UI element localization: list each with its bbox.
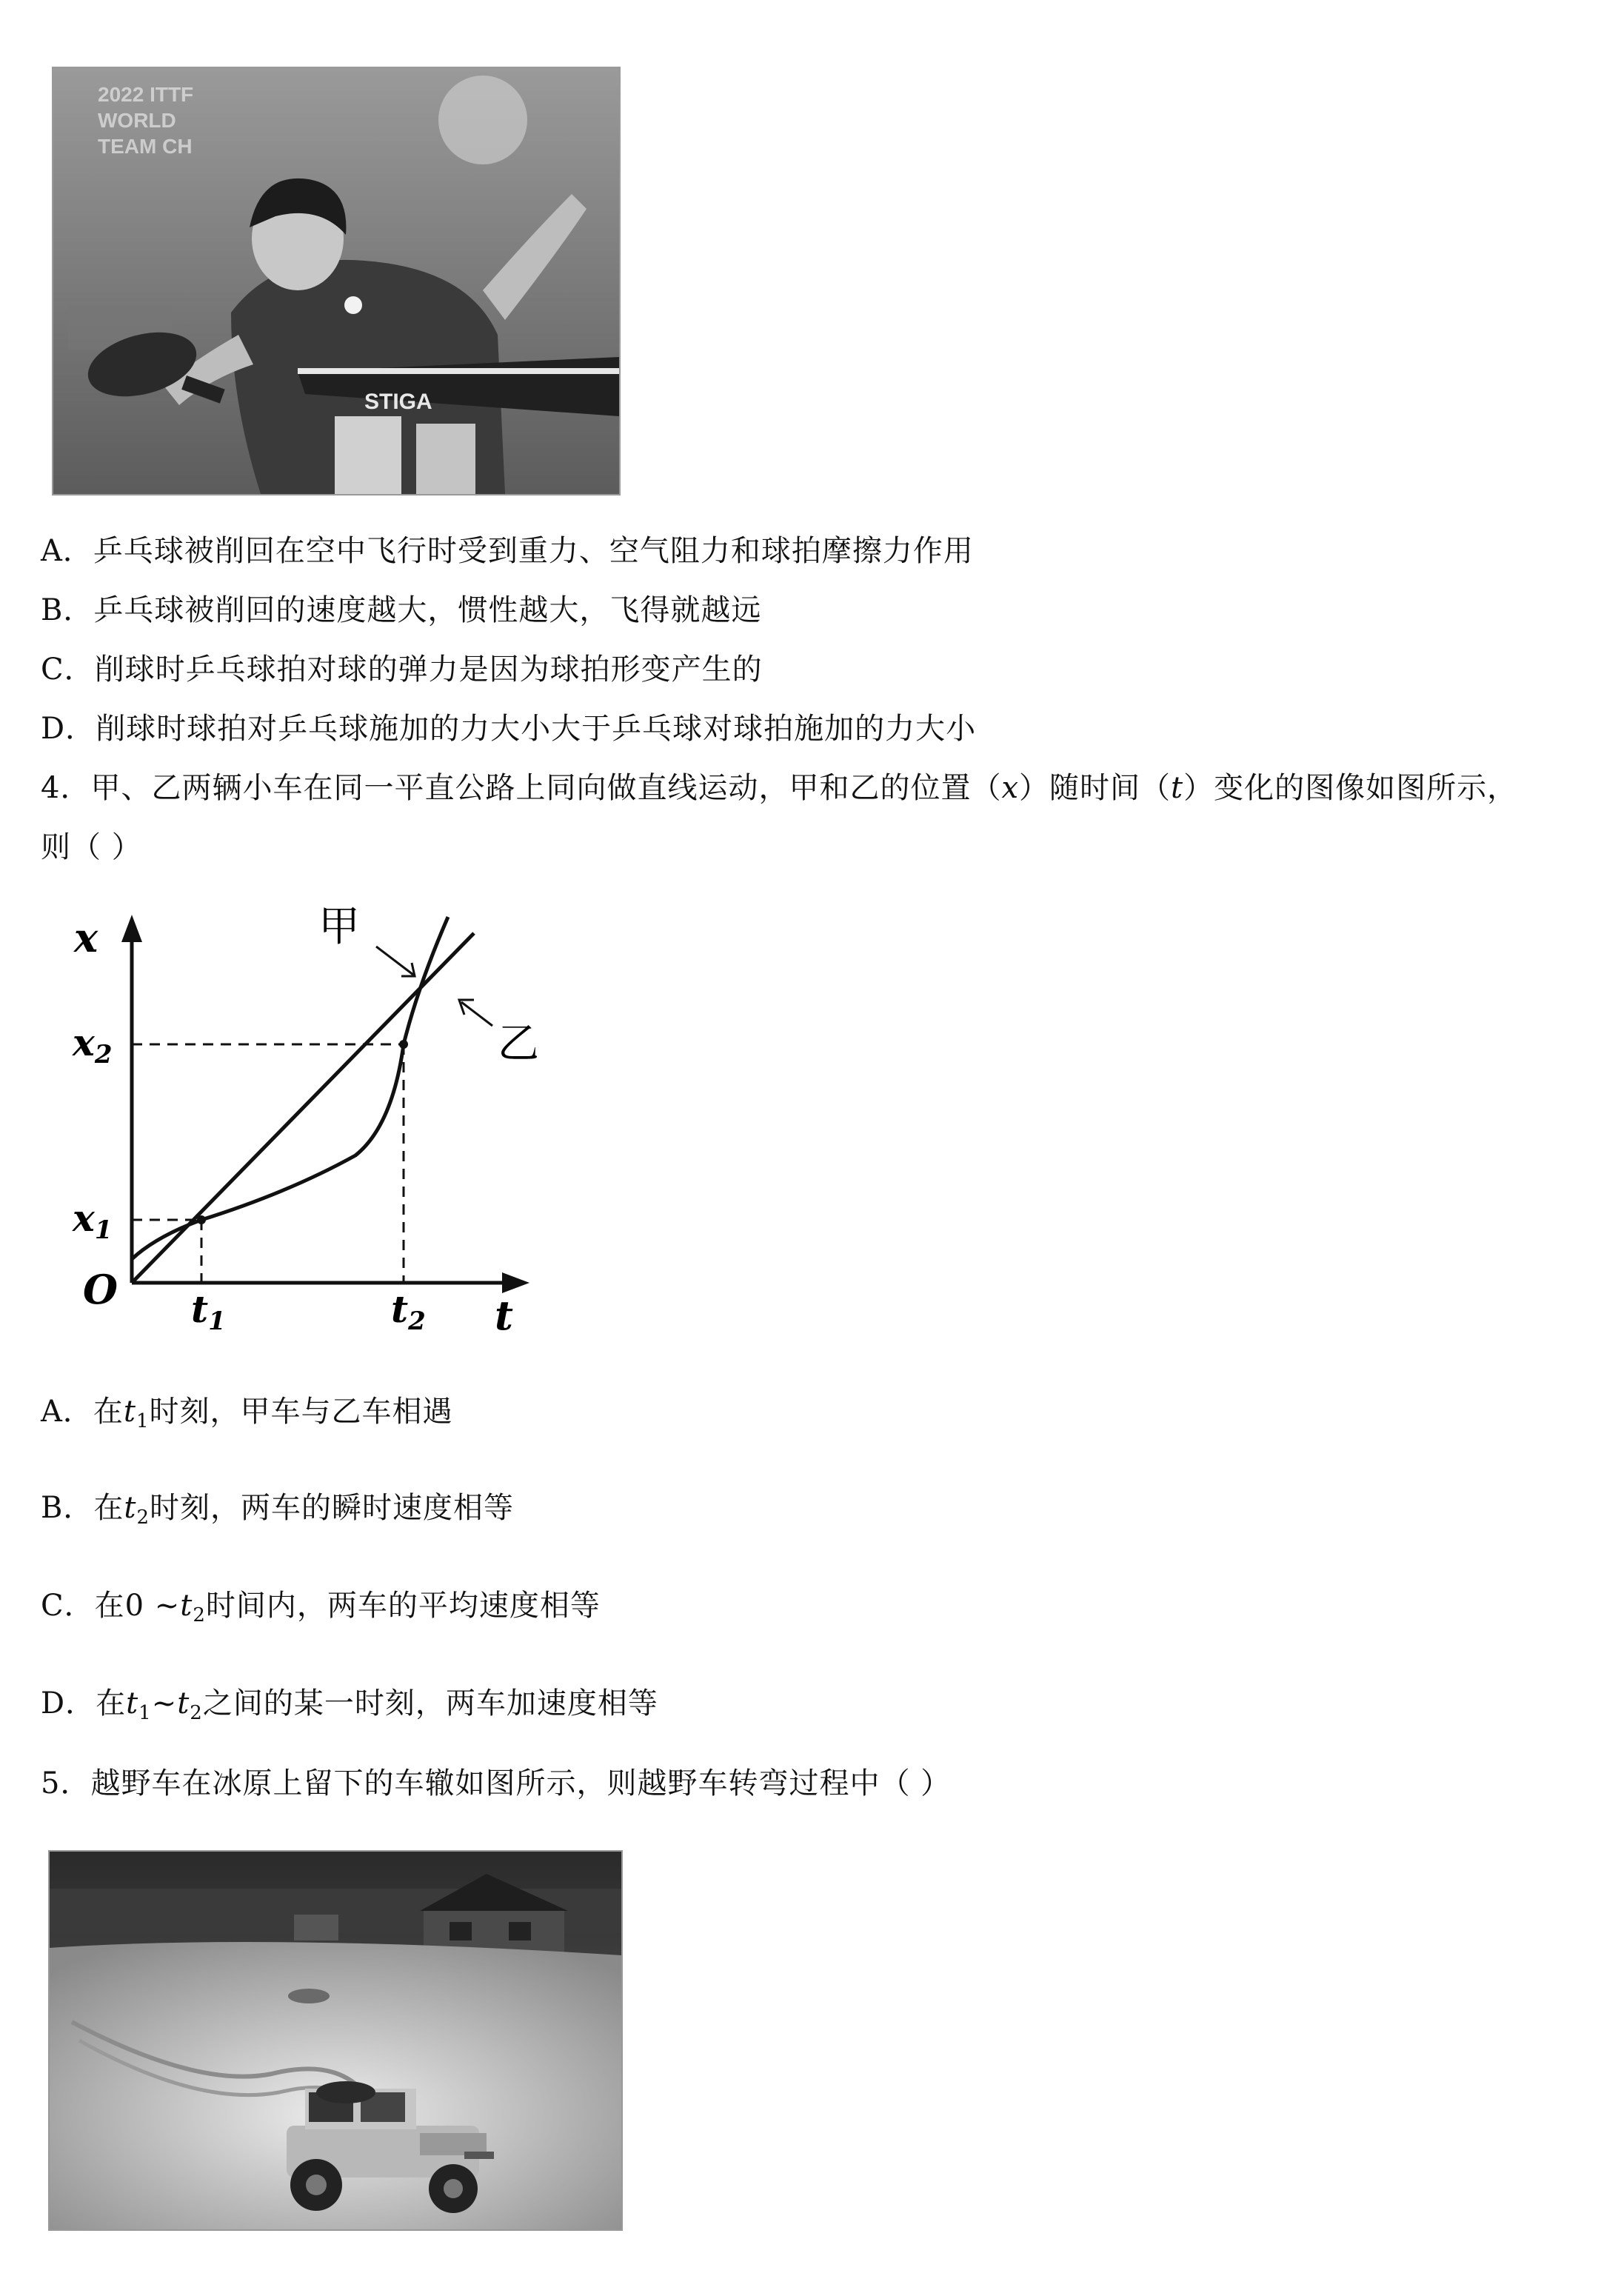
table-tennis-illustration bbox=[53, 68, 619, 494]
q4-d-tilde: ~ bbox=[151, 1686, 178, 1721]
q4-c-var: t bbox=[180, 1589, 193, 1623]
jia-label: 甲 bbox=[318, 903, 360, 951]
offroad-vehicle-illustration bbox=[50, 1852, 621, 2229]
t2-sub: 2 bbox=[408, 1306, 426, 1333]
q4-d-post: 之间的某一时刻，两车加速度相等 bbox=[202, 1686, 658, 1721]
q4-c-post: 时间内，两车的平均速度相等 bbox=[205, 1589, 601, 1623]
q4-t-var: t bbox=[1171, 771, 1184, 805]
q3-option-b: B．乒乓球被削回的速度越大，惯性越大，飞得就越远 bbox=[41, 593, 762, 627]
banner-text-line2: WORLD bbox=[98, 109, 176, 132]
q4-c-sub: 2 bbox=[193, 1604, 206, 1626]
q3-option-a: A．乒乓球被削回在空中飞行时受到重力、空气阻力和球拍摩擦力作用 bbox=[41, 534, 974, 568]
position-time-graph bbox=[44, 896, 578, 1333]
x2-sub: 2 bbox=[94, 1040, 113, 1069]
q4-a-var: t bbox=[123, 1395, 136, 1429]
table-brand-text: STIGA bbox=[364, 390, 432, 414]
q4-c-pre: C．在 bbox=[41, 1589, 125, 1623]
q4-d-sub1: 1 bbox=[138, 1702, 152, 1724]
q4-d-sub2: 2 bbox=[190, 1702, 203, 1724]
q4-a-post: 时刻，甲车与乙车相遇 bbox=[149, 1395, 453, 1429]
q5-stem: 5．越野车在冰原上留下的车辙如图所示，则越野车转弯过程中（ ） bbox=[41, 1766, 952, 1801]
intersection-t2 bbox=[399, 1040, 408, 1049]
x-axis-arrow bbox=[502, 1272, 529, 1293]
q3-option-c: C．削球时乒乓球拍对球的弹力是因为球拍形变产生的 bbox=[41, 653, 763, 687]
q4-stem-line1 bbox=[41, 767, 1517, 809]
q4-c-zero: 0 ~ bbox=[124, 1589, 181, 1623]
q4-stem-line2: 则（ ） bbox=[41, 830, 142, 864]
y-axis-arrow bbox=[121, 915, 142, 942]
intersection-t1 bbox=[197, 1215, 206, 1224]
x-axis-label: t bbox=[495, 1292, 513, 1333]
q4-b-var: t bbox=[124, 1491, 137, 1525]
q4-option-a bbox=[41, 1391, 453, 1442]
q4-b-pre: B．在 bbox=[41, 1491, 124, 1525]
t1-var: t bbox=[191, 1287, 209, 1331]
q4-option-d bbox=[41, 1683, 658, 1734]
yi-label: 乙 bbox=[498, 1020, 539, 1068]
x2-var: x bbox=[73, 1021, 95, 1064]
q4-d-pre: D．在 bbox=[41, 1686, 127, 1721]
q4-option-c bbox=[41, 1585, 601, 1636]
offroad-vehicle-photo bbox=[48, 1850, 623, 2231]
t2-tick-label bbox=[391, 1287, 426, 1333]
x2-tick-label bbox=[72, 1021, 112, 1069]
x1-tick-label bbox=[72, 1196, 112, 1245]
x1-var: x bbox=[73, 1196, 95, 1240]
q4-a-pre: A．在 bbox=[41, 1395, 124, 1429]
banner-text-line3: TEAM CH bbox=[98, 135, 193, 158]
q4-stem-mid: ）随时间（ bbox=[1019, 771, 1172, 805]
q4-d-var2: t bbox=[177, 1686, 190, 1721]
q4-stem-post: ）变化的图像如图所示， bbox=[1183, 771, 1518, 805]
y-axis-label: x bbox=[74, 914, 98, 961]
yi-pointer bbox=[461, 1002, 492, 1026]
banner-text-line1: 2022 ITTF bbox=[98, 83, 194, 106]
q4-stem-pre: 4．甲、乙两辆小车在同一平直公路上同向做直线运动，甲和乙的位置（ bbox=[41, 771, 1002, 805]
jia-pointer bbox=[376, 947, 413, 975]
origin-label: O bbox=[83, 1266, 118, 1313]
q4-d-var1: t bbox=[126, 1686, 139, 1721]
q4-b-post: 时刻，两车的瞬时速度相等 bbox=[150, 1491, 515, 1525]
curve-jia bbox=[132, 917, 448, 1259]
q3-option-d: D．削球时球拍对乒乓球施加的力大小大于乒乓球对球拍施加的力大小 bbox=[41, 712, 977, 746]
table-tennis-photo bbox=[52, 67, 621, 495]
q4-a-sub: 1 bbox=[136, 1410, 150, 1432]
q4-option-b bbox=[41, 1487, 514, 1538]
q4-b-sub: 2 bbox=[136, 1506, 150, 1529]
t1-tick-label bbox=[191, 1287, 226, 1333]
t2-var: t bbox=[391, 1287, 409, 1331]
t1-sub: 1 bbox=[208, 1306, 226, 1333]
q4-x-var: x bbox=[1001, 771, 1020, 805]
x1-sub: 1 bbox=[94, 1215, 113, 1245]
